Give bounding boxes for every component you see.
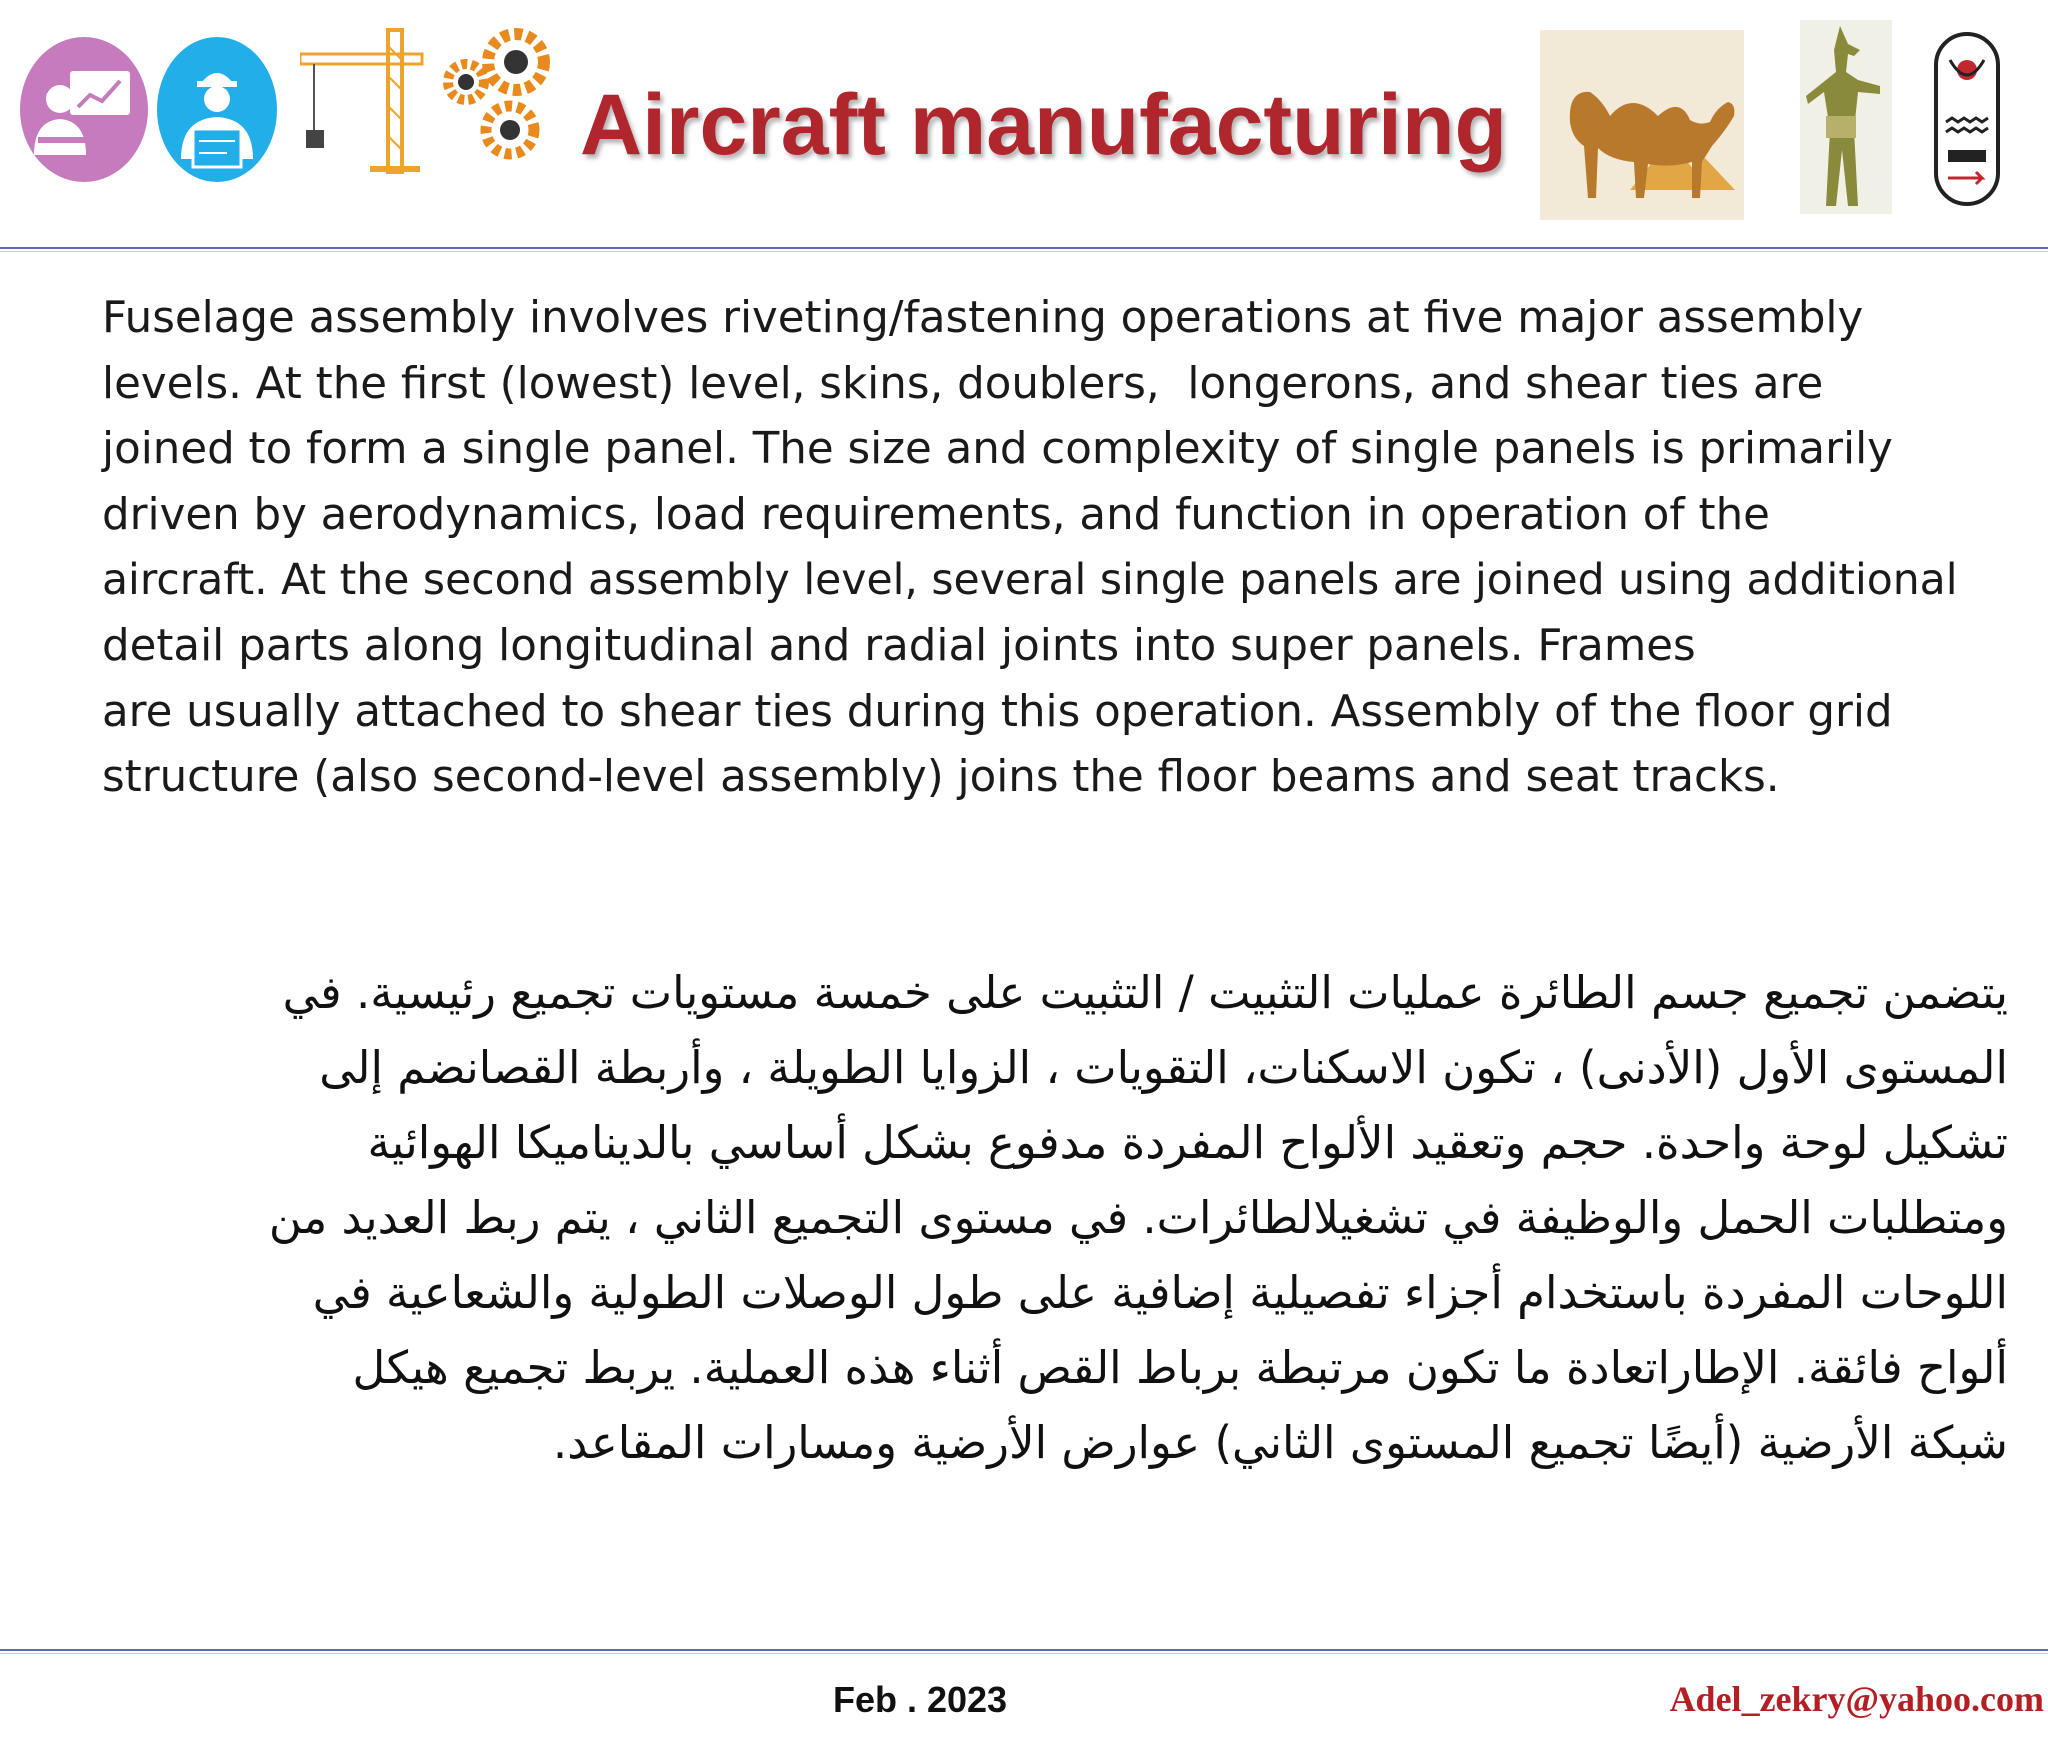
header-divider	[0, 247, 2048, 249]
english-line: structure (also second-level assembly) joins the floor beams and seat tracks.	[102, 752, 1780, 803]
slide-header	[0, 0, 2048, 248]
english-line: aircraft. At the second assembly level, several single panels are joined using additional	[102, 556, 1958, 606]
arabic-line: تشكيل لوحة واحدة. حجم وتعقيد الألواح المفردة مدفوع بشكل أساسي بالديناميكا الهوائية	[367, 1116, 2008, 1169]
cartouche-icon	[1932, 30, 2002, 212]
arabic-line: ومتطلبات الحمل والوظيفة في تشغيلالطائرات. في مستوى التجميع الثاني ، يتم ربط العديد من	[268, 1191, 2008, 1244]
footer-divider	[0, 1649, 2048, 1651]
footer-email: Adel_zekry@yahoo.com	[1669, 1679, 2044, 1719]
english-line: driven by aerodynamics, load requirements, and function in operation of the	[102, 489, 1770, 540]
arabic-paragraph	[140, 955, 2008, 1480]
arabic-line: شبكة الأرضية (أيضًا تجميع المستوى الثاني) عوارض الأرضية ومسارات المقاعد.	[552, 1416, 2008, 1469]
camel-pyramids-icon	[1540, 30, 1744, 220]
engineer-blueprint-icon	[157, 37, 277, 182]
english-paragraph	[102, 286, 2022, 811]
engineer-presentation-icon	[20, 37, 148, 182]
arabic-line: ألواح فائقة. الإطاراتعادة ما تكون مرتبطة برباط القص أثناء هذه العملية. يربط تجميع هيكل	[352, 1341, 2008, 1394]
gears-icon	[438, 22, 563, 172]
footer-date: Feb . 2023	[832, 1679, 1008, 1720]
crane-icon	[300, 26, 430, 176]
page-title: Aircraft manufacturing	[580, 77, 1508, 173]
arabic-line: المستوى الأول (الأدنى) ، تكون الاسكنات، التقويات ، الزوايا الطويلة ، وأربطة القصانضم إلى	[319, 1041, 2008, 1094]
english-line: Fuselage assembly involves riveting/fastening operations at five major assembly	[102, 293, 1864, 343]
english-line: are usually attached to shear ties during this operation. Assembly of the floor grid	[102, 686, 1893, 737]
english-line: joined to form a single panel. The size and complexity of single panels is primarily	[102, 424, 1893, 475]
english-line: detail parts along longitudinal and radial joints into super panels. Frames	[102, 620, 1696, 671]
arabic-line: اللوحات المفردة باستخدام أجزاء تفصيلية إضافية على طول الوصلات الطولية والشعاعية في	[312, 1266, 2008, 1319]
header-divider-shadow	[0, 251, 2048, 252]
anubis-icon	[1800, 20, 1892, 214]
footer-divider-shadow	[0, 1653, 2048, 1654]
arabic-line: يتضمن تجميع جسم الطائرة عمليات التثبيت / التثبيت على خمسة مستويات تجميع رئيسية. في	[282, 966, 2008, 1019]
english-line: levels. At the first (lowest) level, skins, doublers, longerons, and shear ties are	[102, 358, 1824, 409]
